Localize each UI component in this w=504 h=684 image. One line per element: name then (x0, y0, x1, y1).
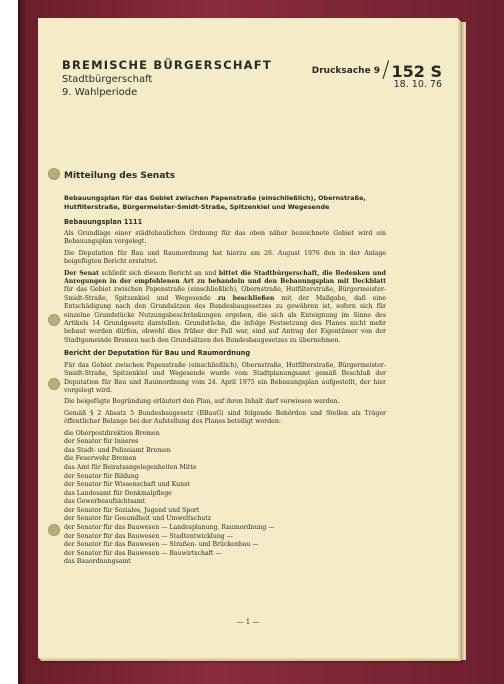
text-run: mit der Maßgabe, daß eine Entschädigung nach den Grundsätzen des Bundesbaugesetzes zu gewähren ist, sofern sich für einzelne Grundstücke Nutzungsbeschränkungen ergeben, die sich als Enteignung im Sinne des Artikels 14 Grundgesetz darstellen. Grundstücke, die infolge Festsetzung des Planes nicht mehr bebaut werden dürfen, obwohl dies früher der Fall war, sind auf Antrag der Eigentümer von der Stadtgemeinde Bremen nach den Grundsätzen des Bundesbaugesetzes zu übernehmen. (64, 294, 386, 344)
paragraph: Als Grundlage einer städtebaulichen Ordnung für das oben näher bezeichnete Gebiet wird ein Bebauungsplan vorgelegt. (64, 230, 386, 246)
drucksache-label: Drucksache 9 (311, 66, 381, 76)
document-body (64, 172, 386, 567)
list-item: der Senator für das Bauwesen — Stadtentwicklung — (64, 532, 233, 540)
document-title: Mitteilung des Senats (64, 171, 176, 181)
text-run: schließt sich diesem Bericht an und (99, 269, 219, 277)
list-item: der Senator für Gesundheit und Umweltschutz (64, 515, 212, 523)
list-item: der Senator für Bildung (64, 472, 139, 480)
drucksache-block (312, 58, 442, 90)
punch-hole (48, 378, 60, 390)
paragraph: Für das Gebiet zwischen Papenstraße (einschließlich), Obernstraße, Hutfilterstraße, Bürgermeister-Smidt-Straße, Spitzenkiel und Wegesende wurde vom Stadtplanungsamt gemäß Beschluß der Deputation für Bau und Raumordnung vom 24. April 1975 ein Bebauungsplan aufgestellt, der hier vorgelegt wird. (64, 361, 386, 394)
page-number: — 1 — (236, 618, 260, 626)
paragraph: Die beigefügte Begründung erläutert den Plan, auf ihren Inhalt darf verwiesen werden. (64, 398, 340, 406)
list-item: das Stadt- und Polizeiamt Bremen (64, 446, 171, 454)
binder-spine (18, 0, 26, 684)
document-subject: Bebauungsplan für das Gebiet zwischen Papenstraße (einschließlich), Obernstraße, Hutfilterstraße, Bürgermeister-Smidt-Straße, Spitzenkiel und Wegesende (64, 194, 366, 211)
punch-holes (44, 18, 64, 658)
list-item: der Senator für Soziales, Jugend und Sport (64, 506, 200, 514)
list-item: der Senator für Inneres (64, 438, 139, 446)
document-date: 18. 10. 76 (393, 79, 442, 90)
list-item: der Senator für das Bauwesen — Landesplanung, Raumordnung — (64, 524, 275, 532)
paragraph: Gemäß § 2 Absatz 5 Bundesbaugesetz (BBauG) sind folgende Behörden und Stellen als Träger öffentlicher Belange bei der Aufstellung des Planes beteiligt worden: (64, 409, 386, 426)
list-item: der Senator für das Bauwesen — Straßen- und Brückenbau — (64, 541, 259, 549)
decision-emphasis: zu beschließen (217, 294, 275, 302)
punch-hole (48, 314, 60, 326)
recipient-list (64, 430, 386, 568)
drucksache-number: 152 S (391, 62, 442, 81)
list-item: die Oberpostdirektion Bremen (64, 429, 160, 437)
list-item: der Senator für das Bauwesen — Bauwirtschaft — (64, 549, 222, 557)
list-item: der Senator für Wissenschaft und Kunst (64, 481, 190, 489)
paragraph: Die Deputation für Bau und Raumordnung hat hierzu am 26. August 1976 den in der Anlage beigefügten Bericht erstattet. (64, 249, 386, 266)
organization-name: BREMISCHE BÜRGERSCHAFT (62, 58, 272, 72)
punch-hole (48, 524, 60, 536)
senate-resolution-paragraph (64, 270, 386, 346)
document-page (38, 18, 458, 658)
page-stack-edge (458, 22, 466, 660)
legislative-period: 9. Wahlperiode (62, 87, 138, 98)
senate-lead: Der Senat (64, 269, 99, 277)
list-item: das Landesamt für Denkmalpflege (64, 489, 172, 497)
request-emphasis: bittet die Stadtbürgerschaft, die Bedenken und Anregungen in der empfohlenen Art zu behandeln und den Bebauungsplan mit Deckblatt (64, 269, 386, 286)
punch-hole (48, 168, 60, 180)
section-heading: Bericht der Deputation für Bau und Raumordnung (64, 349, 251, 358)
drucksache-slash: / (382, 58, 390, 83)
plan-heading: Bebauungsplan 1111 (64, 217, 143, 226)
list-item: das Gewerbeaufsichtsamt (64, 498, 146, 506)
list-item: das Bauordnungsamt (64, 558, 131, 566)
list-item: das Amt für Beiratsangelegenheiten Mitte (64, 463, 197, 471)
chamber-name: Stadtbürgerschaft (62, 74, 153, 85)
list-item: die Feuerwehr Bremen (64, 455, 137, 463)
text-run: für das Gebiet zwischen Papenstraße (einschließlich), Obernstraße, Hutfilterstraße, Bürgermeister-Smidt-Straße, Spitzenkiel und Wegesende (64, 286, 386, 302)
document-header (62, 58, 442, 98)
